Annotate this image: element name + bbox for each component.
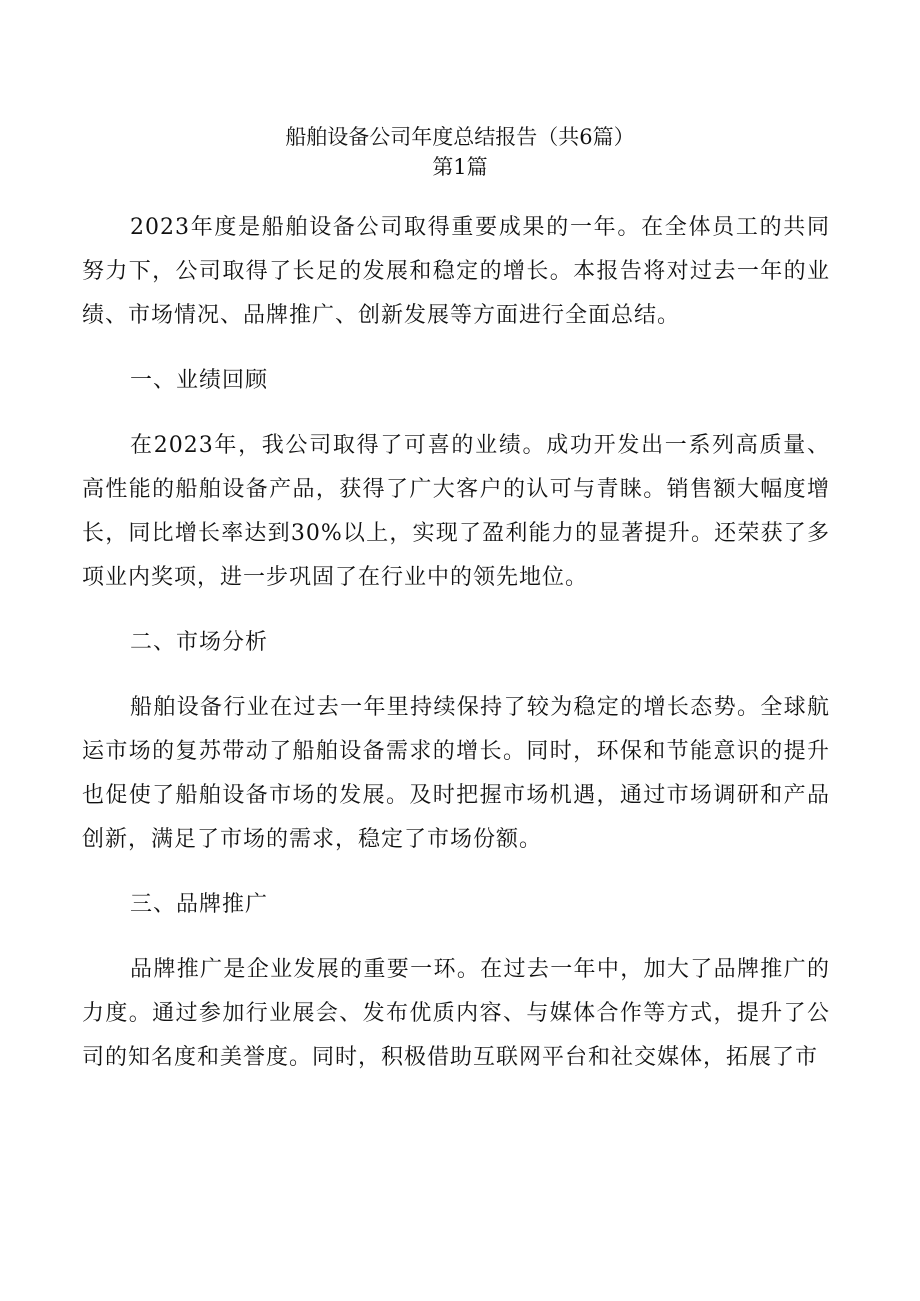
section-body-brand: 品牌推广是企业发展的重要一环。在过去一年中，加大了品牌推广的力度。通过参加行业展会、发布优质内容、与媒体合作等方式，提升了公司的知名度和美誉度。同时，积极借助互联网平台和社交媒体，拓展了市 — [82, 957, 830, 1070]
section-body-market: 船舶设备行业在过去一年里持续保持了较为稳定的增长态势。全球航运市场的复苏带动了船舶设备需求的增长。同时，环保和节能意识的提升也促使了船舶设备市场的发展。及时把握市场机遇，通过市场调研和产品创新，满足了市场的需求，稳定了市场份额。 — [82, 695, 830, 852]
document-title: 船舶设备公司年度总结报告（共6篇） — [285, 125, 635, 149]
section-body-performance: 在2023年，我公司取得了可喜的业绩。成功开发出一系列高质量、高性能的船舶设备产品，获得了广大客户的认可与青睐。销售额大幅度增长，同比增长率达到30%以上，实现了盈利能力的显著提升。还荣获了多项业内奖项，进一步巩固了在行业中的领先地位。 — [82, 433, 830, 590]
document-subtitle: 第1篇 — [432, 155, 488, 179]
title-block — [0, 122, 920, 182]
document-body — [82, 206, 830, 1101]
intro-paragraph: 2023年度是船舶设备公司取得重要成果的一年。在全体员工的共同努力下，公司取得了长足的发展和稳定的增长。本报告将对过去一年的业绩、市场情况、品牌推广、创新发展等方面进行全面总结。 — [82, 215, 830, 328]
section-heading-brand: 三、品牌推广 — [130, 892, 269, 917]
section-heading-market: 二、市场分析 — [130, 630, 269, 655]
section-heading-performance: 一、业绩回顾 — [130, 368, 269, 393]
